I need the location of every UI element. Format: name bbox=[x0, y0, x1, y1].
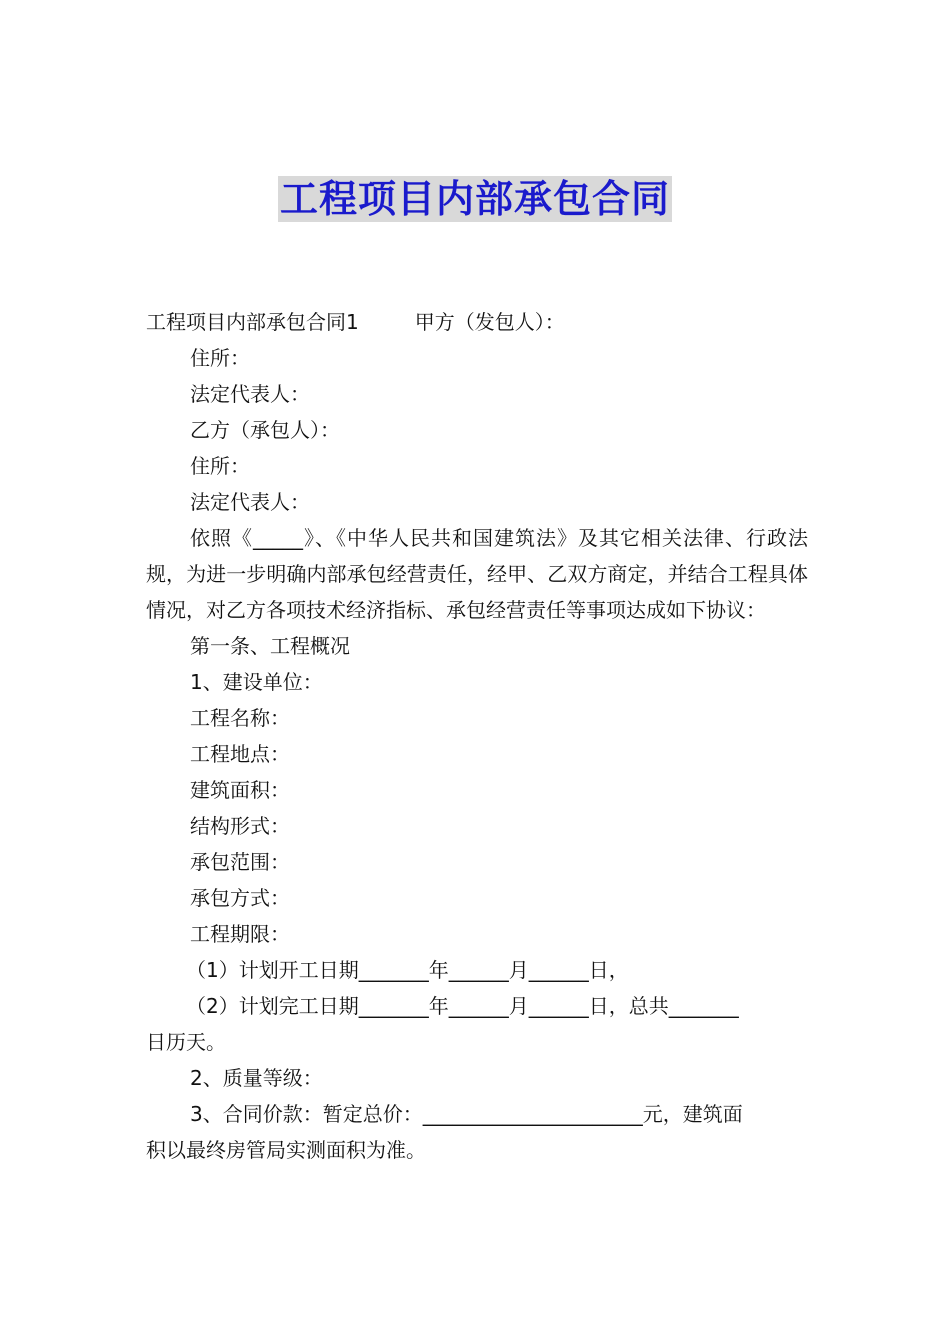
structure-type-field: 结构形式： bbox=[190, 814, 290, 838]
project-name-field: 工程名称： bbox=[190, 706, 290, 730]
title-container bbox=[0, 176, 950, 222]
party-a-legal-rep: 法定代表人： bbox=[190, 382, 310, 406]
party-b-label: 乙方（承包人）： bbox=[190, 418, 340, 442]
project-location-field: 工程地点： bbox=[190, 742, 290, 766]
contract-scope-field: 承包范围： bbox=[190, 850, 290, 874]
section1-heading: 第一条、工程概况 bbox=[190, 634, 350, 658]
party-b-address: 住所： bbox=[190, 454, 250, 478]
contract-method-field: 承包方式： bbox=[190, 886, 290, 910]
construction-unit: 1、建设单位： bbox=[190, 670, 323, 694]
planned-end-date: （2）计划完工日期_______年______月______日，总共_______ bbox=[186, 994, 739, 1018]
document-title: 工程项目内部承包合同 bbox=[279, 177, 670, 221]
building-area-field: 建筑面积： bbox=[190, 778, 290, 802]
contract-price-cont: 积以最终房管局实测面积为准。 bbox=[146, 1138, 426, 1162]
party-a-address: 住所： bbox=[190, 346, 250, 370]
quality-grade: 2、质量等级： bbox=[190, 1066, 323, 1090]
document-body bbox=[146, 304, 808, 1168]
project-duration-field: 工程期限： bbox=[190, 922, 290, 946]
header-line bbox=[146, 304, 808, 340]
contract-name-label: 工程项目内部承包合同1 bbox=[146, 310, 359, 334]
party-b-legal-rep: 法定代表人： bbox=[190, 490, 310, 514]
contract-price: 3、合同价款：暂定总价：______________________元，建筑面 bbox=[190, 1102, 743, 1126]
planned-start-date: （1）计划开工日期_______年______月______日， bbox=[186, 958, 629, 982]
intro-paragraph: 依照《_____》、《中华人民共和国建筑法》及其它相关法律、行政法规，为进一步明确内部承包经营责任，经甲、乙双方商定，并结合工程具体情况，对乙方各项技术经济指标、承包经营责任等事项达成如下协议： bbox=[146, 526, 808, 622]
party-a-label: 甲方（发包人）： bbox=[414, 310, 565, 334]
calendar-days-line: 日历天。 bbox=[146, 1030, 226, 1054]
